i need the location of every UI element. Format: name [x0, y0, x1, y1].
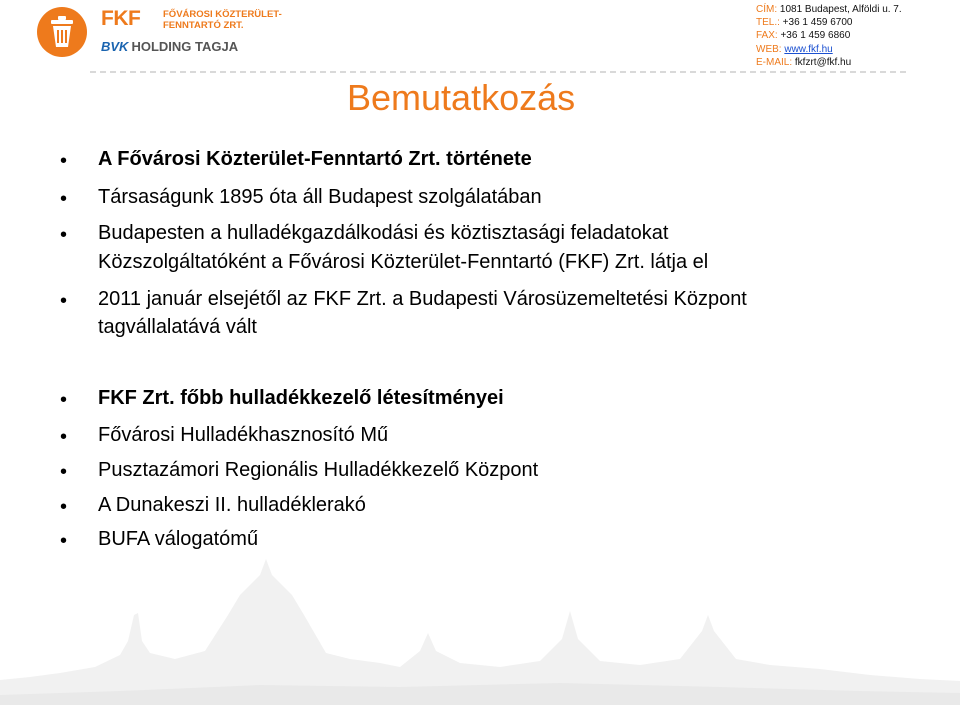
list-item: Budapesten a hulladékgazdálkodási és köztisztasági feladatokat — [98, 222, 669, 244]
bullet-marker: • — [60, 530, 68, 552]
bullet-marker: • — [60, 224, 68, 246]
bullet-marker: • — [60, 290, 68, 312]
slide-header — [0, 0, 960, 80]
contact-phone — [756, 16, 902, 29]
list-item: FKF Zrt. főbb hulladékkezelő létesítményei — [98, 387, 504, 409]
budapest-skyline-watermark — [0, 555, 960, 705]
slide-title: Bemutatkozás — [347, 77, 576, 118]
holding-text: HOLDING TAGJA — [131, 39, 239, 54]
contact-phone-value: +36 1 459 6700 — [779, 17, 853, 29]
list-item-continuation: Közszolgáltatóként a Fővárosi Közterület-Fenntartó (FKF) Zrt. látja el — [98, 251, 709, 273]
bullet-marker: • — [60, 188, 68, 210]
bvk-holding — [101, 39, 238, 54]
contact-address-value: 1081 Budapest, Alföldi u. 7. — [777, 4, 902, 15]
bvk-logo-text: BVK — [101, 39, 129, 54]
fkf-bin-logo-icon — [36, 6, 88, 58]
contact-phone-label: TEL.: — [756, 17, 780, 29]
bullet-marker: • — [60, 389, 68, 411]
list-item: A Dunakeszi II. hulladéklerakó — [98, 494, 366, 516]
list-item: Fővárosi Hulladékhasznosító Mű — [98, 424, 389, 446]
contact-fax-value: +36 1 459 6860 — [777, 30, 851, 42]
contact-fax-label: FAX: — [756, 30, 778, 42]
header-divider — [90, 71, 906, 73]
contact-address — [756, 3, 902, 16]
list-item: Társaságunk 1895 óta áll Budapest szolgálatában — [98, 186, 542, 208]
contact-web-label: WEB: — [756, 43, 782, 55]
list-item: Pusztazámori Regionális Hulladékkezelő Központ — [98, 459, 539, 481]
contact-email-label: E-MAIL: — [756, 56, 793, 68]
bullet-marker: • — [60, 496, 68, 518]
contact-web — [756, 43, 902, 56]
list-item: A Fővárosi Közterület-Fenntartó Zrt. története — [98, 148, 532, 170]
contact-block — [756, 3, 902, 69]
brand-letters: FKF — [101, 7, 141, 30]
contact-fax — [756, 29, 902, 42]
brand-subtitle-line-1: FŐVÁROSI KÖZTERÜLET- — [163, 9, 282, 20]
bullet-marker: • — [60, 461, 68, 483]
contact-address-label: CÍM: — [756, 4, 778, 15]
brand-subtitle-line-2: FENNTARTÓ ZRT. — [163, 20, 244, 31]
brand-subtitle — [163, 9, 282, 31]
bullet-marker: • — [60, 150, 68, 172]
website-link[interactable]: www.fkf.hu — [784, 43, 833, 55]
contact-email — [756, 56, 902, 69]
list-item-continuation: tagvállalatává vált — [98, 316, 257, 338]
list-item: 2011 január elsejétől az FKF Zrt. a Budapesti Városüzemeltetési Központ — [98, 288, 747, 310]
contact-email-value: fkfzrt@fkf.hu — [792, 56, 852, 68]
bullet-marker: • — [60, 426, 68, 448]
list-item: BUFA válogatómű — [98, 528, 259, 550]
